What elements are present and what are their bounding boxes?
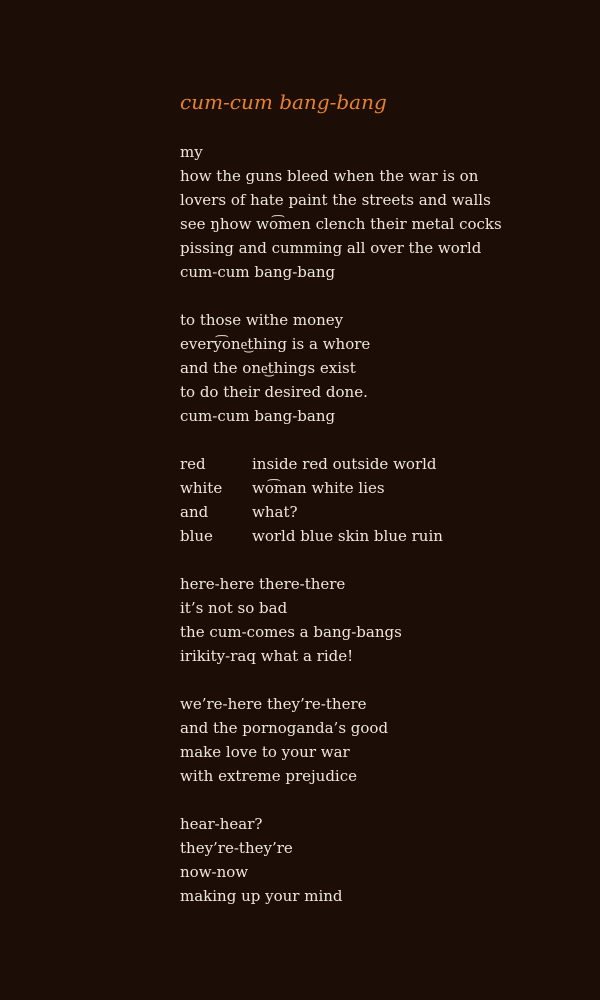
poem-line: see ŋhow wo͡men clench their metal cocks: [180, 215, 502, 233]
stanza-5: [180, 692, 570, 788]
poem-line-pair: [180, 452, 570, 476]
poem-line: now-now: [180, 863, 249, 881]
color-word: blue: [180, 527, 213, 545]
color-word: white: [180, 479, 223, 497]
poem-line: to do their desired done.: [180, 383, 368, 401]
stanza-1: [180, 140, 570, 284]
stanza-4: [180, 572, 570, 668]
poem-line: cum-cum bang-bang: [180, 407, 336, 425]
stanza-3: [180, 452, 570, 548]
poem-line: every͡one͜thing is a whore: [180, 335, 371, 353]
poem-line: we’re-here they’re-there: [180, 695, 367, 713]
poem-line: it’s not so bad: [180, 599, 288, 617]
poem-line: and the pornoganda’s good: [180, 719, 389, 737]
poem-line: hear-hear?: [180, 815, 263, 833]
poem-line: to those withe money: [180, 311, 344, 329]
poem-title: cum-cum bang-bang: [180, 90, 387, 114]
poem-line: here-here there-there: [180, 575, 346, 593]
poem-line: the cum-comes a bang-bangs: [180, 623, 402, 641]
poem-line-pair: [180, 476, 570, 500]
poem-line: and the one͜things exist: [180, 359, 356, 377]
poem-line: irikity-raq what a ride!: [180, 647, 354, 665]
paired-line: what?: [252, 503, 298, 521]
poem-line: lovers of hate paint the streets and walls: [180, 191, 491, 209]
paired-line: inside red outside world: [252, 455, 437, 473]
poem-line-pair: [180, 500, 570, 524]
poem-line: they’re-they’re: [180, 839, 293, 857]
poem-line: cum-cum bang-bang: [180, 263, 336, 281]
poem-line: how the guns bleed when the war is on: [180, 167, 479, 185]
paired-line: world blue skin blue ruin: [252, 527, 443, 545]
poem-line: making up your mind: [180, 887, 343, 905]
poem-body: [180, 140, 570, 932]
poem-line: pissing and cumming all over the world: [180, 239, 482, 257]
poem-line: my: [180, 143, 203, 161]
stanza-6: [180, 812, 570, 908]
paired-line: wo͡man white lies: [252, 479, 385, 497]
poem-line: make love to your war: [180, 743, 350, 761]
poem-line: with extreme prejudice: [180, 767, 358, 785]
color-word: and: [180, 503, 209, 521]
color-word: red: [180, 455, 206, 473]
stanza-2: [180, 308, 570, 428]
poem-line-pair: [180, 524, 570, 548]
